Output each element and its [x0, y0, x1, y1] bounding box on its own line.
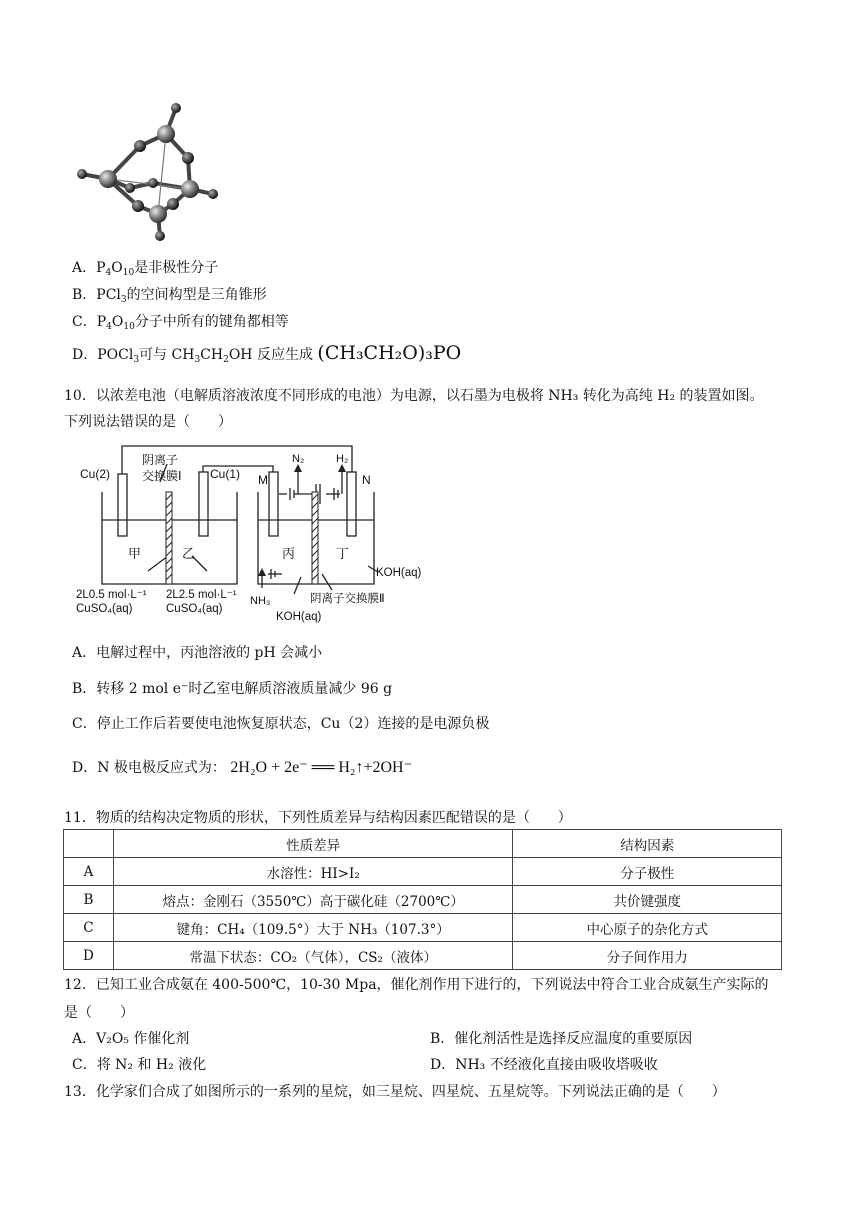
option-label: B．: [72, 287, 97, 303]
q11-stem: 11．物质的结构决定物质的形状，下列性质差异与结构因素匹配错误的是（ ）: [64, 810, 572, 826]
table-header-cell: 结构因素: [513, 830, 782, 858]
table-row: [64, 914, 782, 942]
label-koh-bottom: KOH(aq): [276, 611, 322, 623]
label-koh-right: KOH(aq): [376, 567, 422, 579]
q11-table: [63, 829, 782, 970]
label-ding: 丁: [336, 546, 350, 561]
table-cell: 分子极性: [513, 858, 782, 886]
label-sol-jia-b: CuSO₄(aq): [76, 603, 133, 615]
table-cell: 键角：CH₄（109.5°）大于 NH₃（107.3°）: [113, 914, 512, 942]
table-cell: A: [64, 858, 114, 886]
table-row: [64, 886, 782, 914]
table-cell: 熔点：金刚石（3550℃）高于碳化硅（2700℃）: [113, 886, 512, 914]
q10-stem-line1: 10．以浓差电池（电解质溶液浓度不同形成的电池）为电源，以石墨为电极将 NH₃ 转化为高纯 H₂ 的装置如图。: [64, 388, 764, 404]
option-label: C．: [72, 314, 97, 330]
q10-option-b[interactable]: B．转移 2 mol e⁻时乙室电解质溶液质量减少 96 g: [72, 681, 393, 697]
q10-option-c[interactable]: C．停止工作后若要使电池恢复原状态，Cu（2）连接的是电源负极: [72, 716, 490, 732]
q12-option-c[interactable]: C．将 N₂ 和 H₂ 液化: [72, 1057, 207, 1073]
q9-option-c[interactable]: C．$P_4O_{10}$分子中所有的键角都相等: [72, 314, 289, 332]
label-m: M: [258, 473, 268, 487]
q12-stem-line1: 12．已知工业合成氨在 400-500℃，10-30 Mpa，催化剂作用下进行的，下列说法中符合工业合成氨生产实际的: [64, 977, 769, 993]
table-cell: 水溶性：HI>I₂: [113, 858, 512, 886]
q13-stem: 13．化学家们合成了如图所示的一系列的星烷，如三星烷、四星烷、五星烷等。下列说法正确的是（ ）: [64, 1084, 726, 1100]
q10-stem-line2: 下列说法错误的是（ ）: [64, 414, 232, 430]
product-formula: (CH₃CH₂O)₃PO: [317, 342, 462, 364]
q12-stem-line2: 是（ ）: [64, 1005, 134, 1021]
q12-option-d[interactable]: D．NH₃ 不经液化直接由吸收塔吸收: [430, 1057, 658, 1073]
table-row: [64, 942, 782, 970]
label-n: N: [362, 473, 371, 487]
q12-option-b[interactable]: B．催化剂活性是选择反应温度的重要原因: [430, 1031, 693, 1047]
label-sol-jia-a: 2L0.5 mol·L⁻¹: [76, 589, 147, 601]
q10-option-a[interactable]: A．电解过程中，丙池溶液的 pH 会减小: [72, 645, 323, 661]
label-cu2: Cu(2): [80, 467, 111, 481]
label-nh3: NH₃: [250, 595, 271, 607]
table-header-cell: 性质差异: [113, 830, 512, 858]
label-bing: 丙: [282, 546, 296, 561]
table-header-cell: [64, 830, 114, 858]
table-cell: 中心原子的杂化方式: [513, 914, 782, 942]
table-cell: C: [64, 914, 114, 942]
label-sol-yi-a: 2L2.5 mol·L⁻¹: [166, 589, 237, 601]
label-membrane1-b: 交换膜Ⅰ: [142, 469, 182, 483]
q9-option-d[interactable]: D．POCl$_3$可与 $CH_3CH_2OH$ 反应生成 (CH₃CH₂O)₃PO: [72, 342, 462, 365]
q9-option-b[interactable]: B．PCl$_3$的空间构型是三角锥形: [72, 287, 267, 305]
label-n2: N₂: [292, 453, 305, 465]
table-header-row: [64, 830, 782, 858]
table-cell: D: [64, 942, 114, 970]
table-cell: 常温下状态：CO₂（气体），CS₂（液体）: [113, 942, 512, 970]
q9-option-a[interactable]: A．$P_4O_{10}$是非极性分子: [72, 260, 219, 278]
table-cell: B: [64, 886, 114, 914]
label-membrane2: 阴离子交换膜Ⅱ: [310, 593, 385, 605]
label-jia: 甲: [128, 546, 142, 561]
label-yi: 乙: [182, 546, 196, 561]
option-d-label: D．N 极电极反应式为：: [72, 760, 226, 776]
table-row: [64, 858, 782, 886]
molecule-model-image: [68, 96, 228, 246]
q10-option-d[interactable]: [72, 757, 412, 777]
option-label: D．: [72, 347, 98, 363]
label-sol-yi-b: CuSO₄(aq): [166, 603, 223, 615]
label-cu1: Cu(1): [210, 467, 241, 481]
electrolysis-apparatus-diagram: [72, 444, 422, 624]
label-h2: H₂: [336, 453, 349, 465]
electrode-equation: 2H₂O + 2e⁻ ══ H₂↑+2OH⁻: [230, 759, 413, 776]
option-label: A．: [72, 260, 97, 276]
table-cell: 共价键强度: [513, 886, 782, 914]
table-cell: 分子间作用力: [513, 942, 782, 970]
q12-option-a[interactable]: A．V₂O₅ 作催化剂: [72, 1031, 190, 1047]
label-membrane1-a: 阴离子: [142, 453, 179, 467]
